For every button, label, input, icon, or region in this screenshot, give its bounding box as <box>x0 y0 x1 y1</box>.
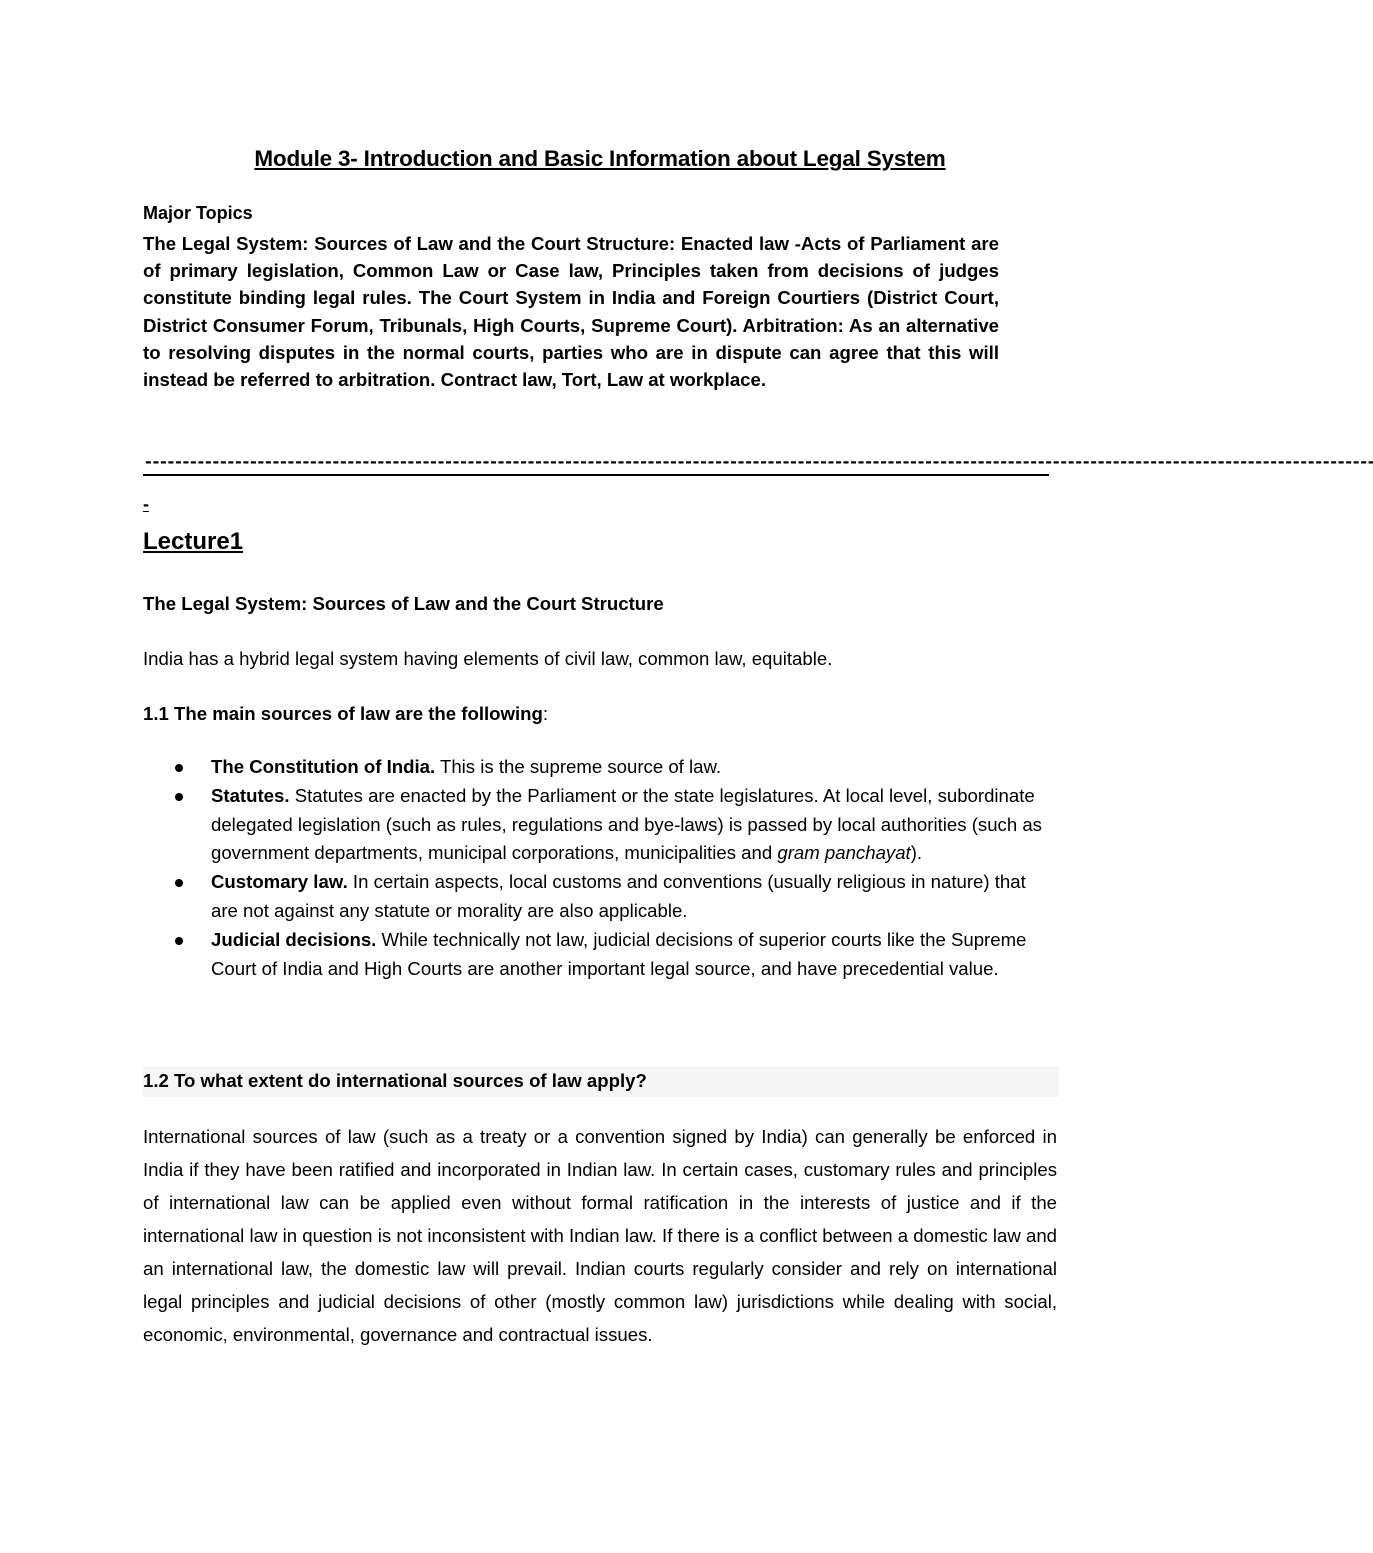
section-heading: The Legal System: Sources of Law and the Court Structure <box>143 593 664 614</box>
document-title: Module 3- Introduction and Basic Information about Legal System <box>254 146 946 171</box>
subsection-1-heading-text: 1.1 The main sources of law are the following <box>143 703 543 724</box>
lecture-title: Lecture1 <box>143 528 244 555</box>
list-item <box>143 926 1053 984</box>
source-tail: ). <box>910 842 923 864</box>
divider-underline <box>143 474 1049 476</box>
source-text: Statutes are enacted by the Parliament or the state legislatures. At local level, subordinate delegated legislation (such as rules, regulations and bye-laws) is passed by local authorities (such as government departments, municipal corporations, municipalities and <box>211 784 1042 864</box>
source-italic: gram panchayat <box>777 842 911 864</box>
source-term: Statutes. <box>211 784 290 806</box>
list-item <box>143 782 1053 868</box>
bullet-icon <box>175 879 183 887</box>
list-item <box>143 868 1053 926</box>
bullet-icon <box>175 937 183 945</box>
source-text: In certain aspects, local customs and conventions (usually religious in nature) that are not against any statute or morality are also applicable. <box>211 871 1026 921</box>
international-paragraph: International sources of law (such as a treaty or a convention signed by India) can generally be enforced in India if they have been ratified and incorporated in Indian law. In certain cases, customary rules and principles of international law can be applied even without formal ratification in the interests of justice and if the international law in question is not inconsistent with Indian law. If there is a conflict between a domestic law and an international law, the domestic law will prevail. Indian courts regularly consider and rely on international legal principles and judicial decisions of other (mostly common law) jurisdictions while dealing with social, economic, environmental, governance and contractual issues. <box>143 1126 1057 1345</box>
source-term: Customary law. <box>211 871 348 893</box>
subsection-1-heading <box>143 703 548 725</box>
intro-paragraph: India has a hybrid legal system having elements of civil law, common law, equitable. <box>143 648 833 669</box>
sources-list <box>143 753 1053 983</box>
source-term: The Constitution of India. <box>211 756 436 777</box>
source-text: While technically not law, judicial decisions of superior courts like the Supreme Court of India and High Courts are another important legal source, and have precedential value. <box>211 928 1027 979</box>
bullet-icon <box>175 793 183 801</box>
bullet-icon <box>175 764 183 772</box>
subsection-2-heading: 1.2 To what extent do international sources of law apply? <box>143 1070 647 1091</box>
major-topics-body: The Legal System: Sources of Law and the Court Structure: Enacted law -Acts of Parliament are of primary legislation, Common Law or Case law, Principles taken from decisions of judges constitute binding legal rules. The Court System in India and Foreign Courtiers (District Court, District Consumer Forum, Tribunals, High Courts, Supreme Court). Arbitration: As an alternative to resolving disputes in the normal courts, parties who are in dispute can agree that this will instead be referred to arbitration. Contract law, Tort, Law at workplace. <box>143 233 999 391</box>
dashed-divider: -------------------------------------------------------------------------------------------------------------------------------------------------------------------- <box>143 453 1373 473</box>
subsection-1-colon: : <box>542 703 549 724</box>
source-text: This is the supreme source of law. <box>435 756 722 777</box>
list-item <box>143 753 1053 782</box>
source-term: Judicial decisions. <box>211 928 377 950</box>
major-topics-heading: Major Topics <box>143 203 253 223</box>
divider-stub: - <box>143 494 149 514</box>
